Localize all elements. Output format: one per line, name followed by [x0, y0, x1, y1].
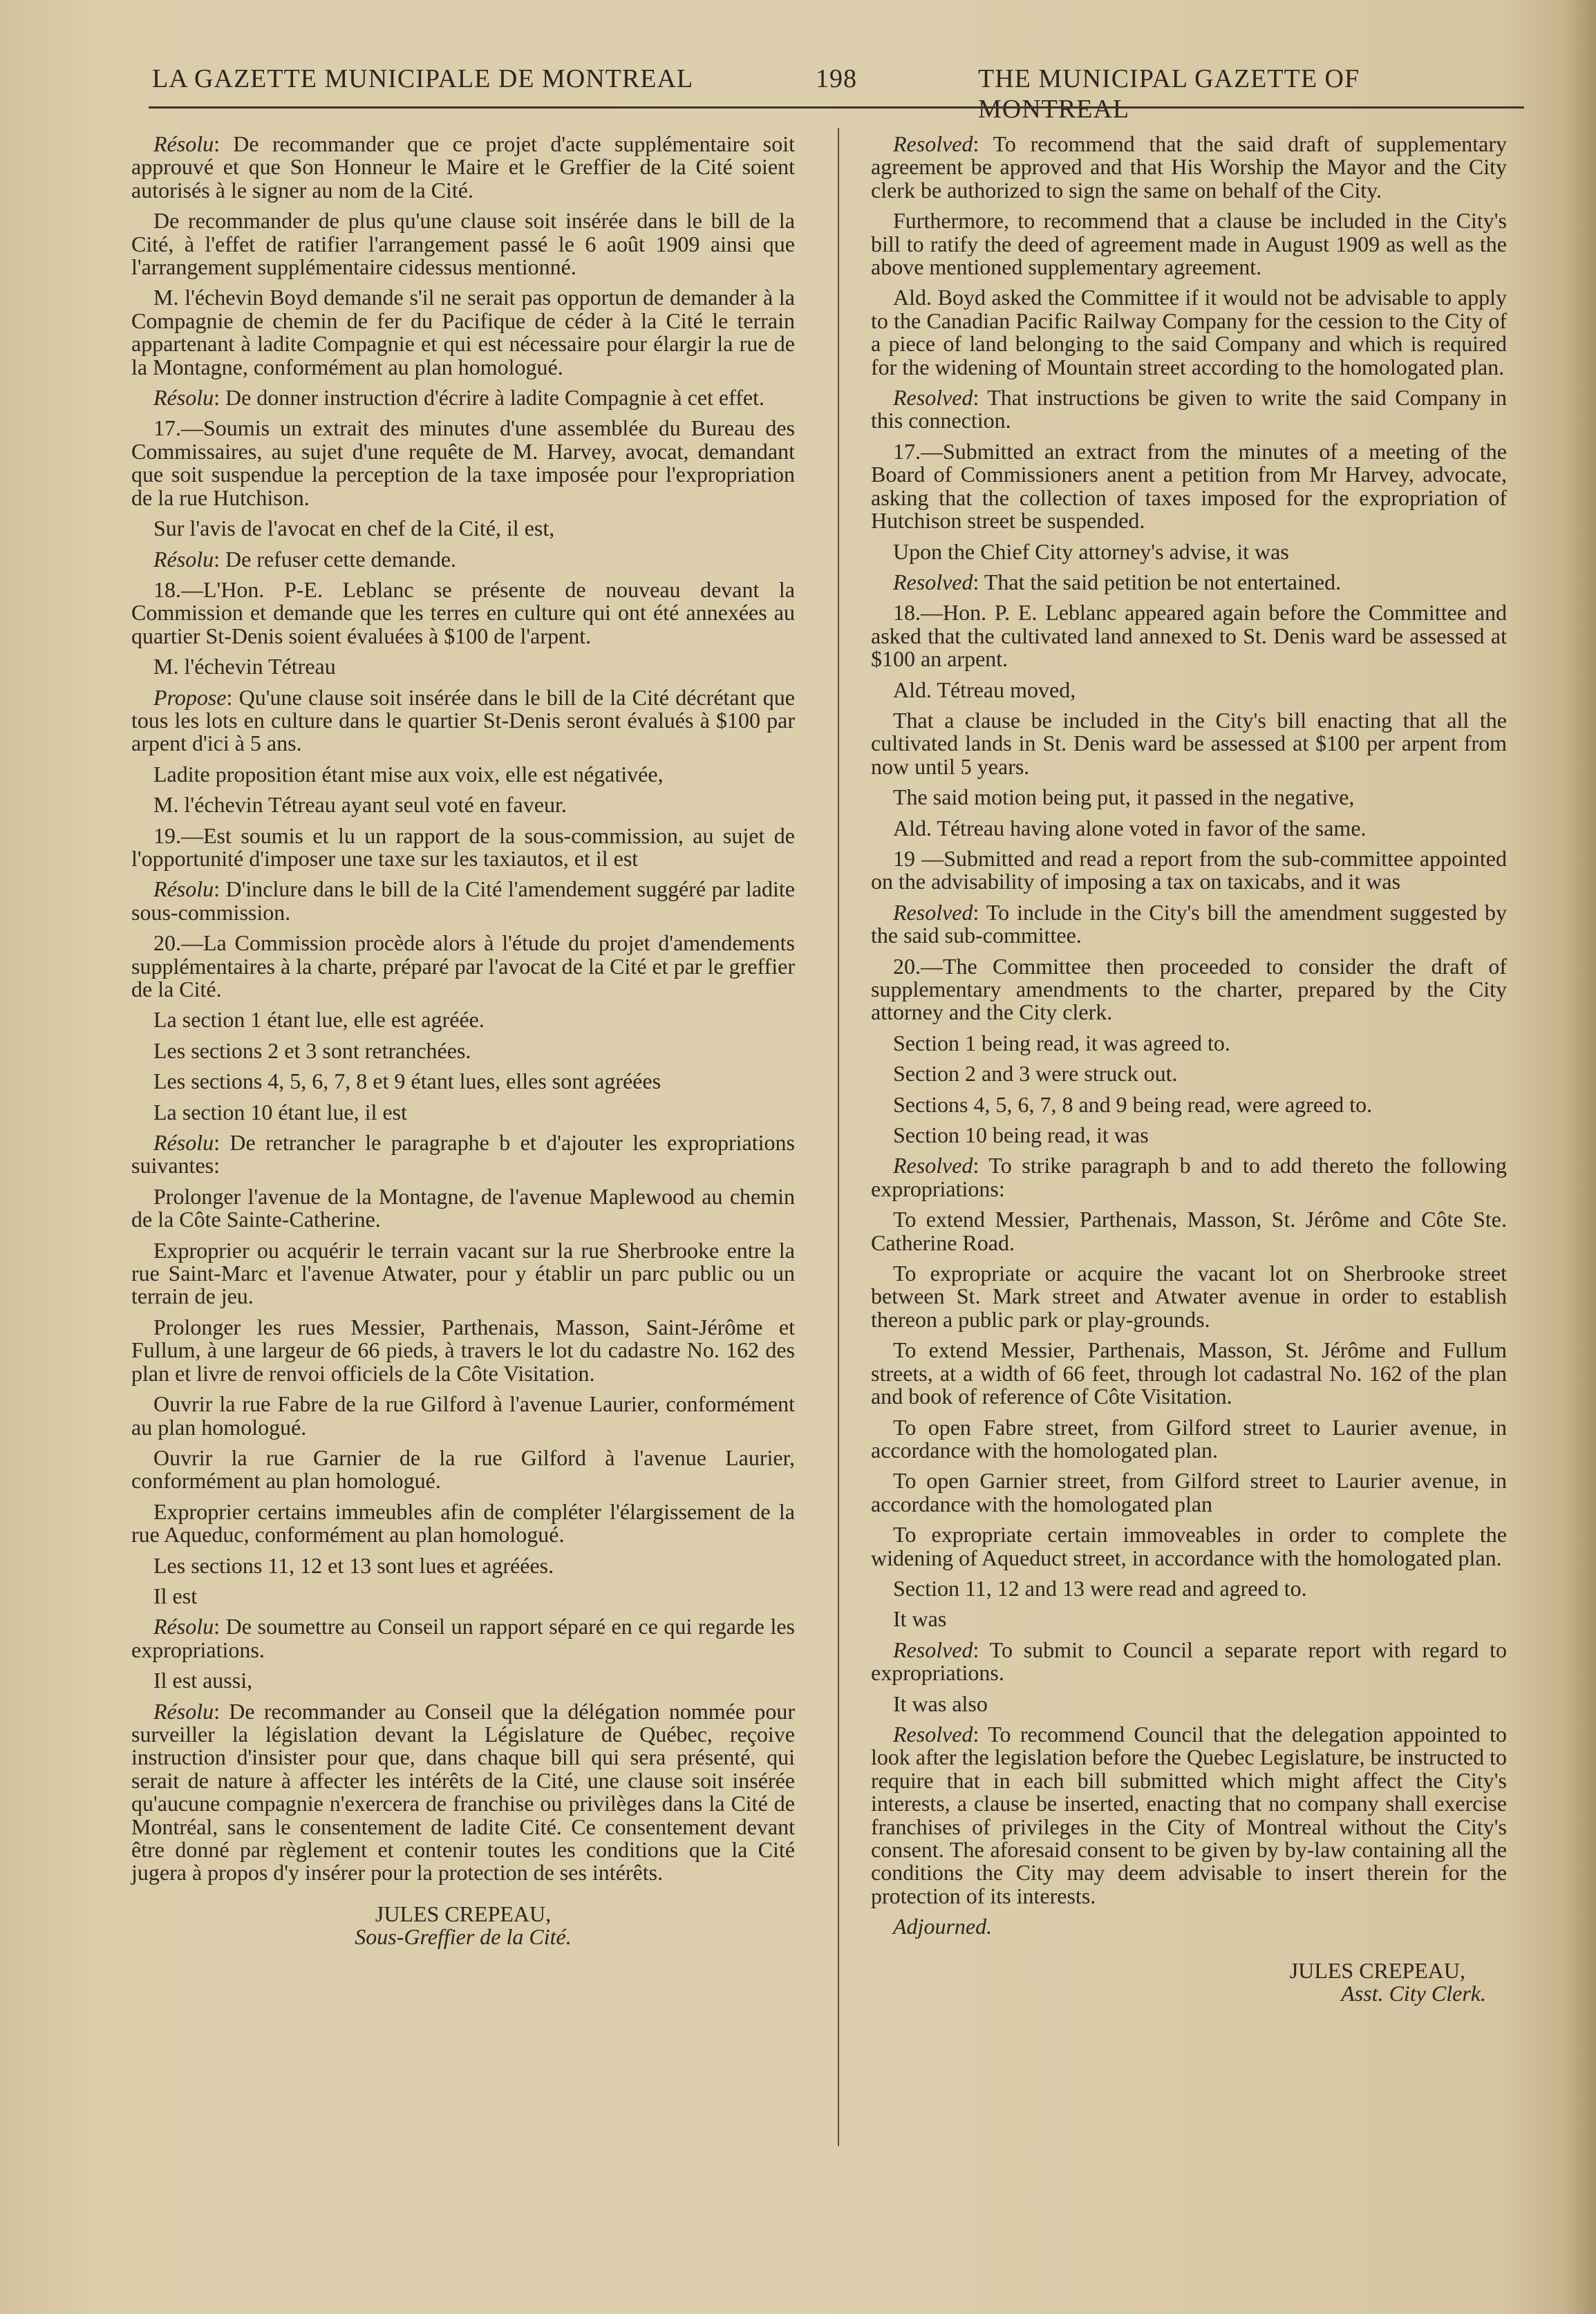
paragraph: Resolved: To recommend that the said draft of supplementary agreement be approved and that His Worship the Mayor and the City clerk be authorized to sign the same on behalf of the City.	[871, 131, 1507, 203]
paragraph: Resolved: To recommend Council that the delegation appointed to look after the legislation before the Quebec Legislature, be instructed to require that in each bill submitted which might affect the City's interests, a clause be inserted, enacting that no company shall exercise franchises of privileges in the City of Montreal without the City's consent. The aforesaid consent to be given by by-law containing all the conditions the City may deem advisable to insert therein for the protection of its interests.	[871, 1721, 1507, 1908]
paragraph: Adjourned.	[893, 1914, 993, 1939]
paragraph: M. l'échevin Tétreau ayant seul voté en faveur.	[153, 792, 567, 818]
paragraph: Resolved: That the said petition be not entertained.	[893, 569, 1342, 594]
header-french-title: LA GAZETTE MUNICIPALE DE MONTREAL	[152, 64, 694, 93]
signature-title: Sous-Greffier de la Cité.	[355, 1924, 572, 1950]
paragraph: Ald. Tétreau moved,	[893, 677, 1076, 702]
paragraph: Section 1 being read, it was agreed to.	[893, 1030, 1230, 1055]
paragraph: To extend Messier, Parthenais, Masson, St. Jérôme and Côte Ste. Catherine Road.	[871, 1207, 1507, 1255]
paragraph: Il est	[153, 1583, 198, 1608]
paragraph: 17.—Submitted an extract from the minutes of a meeting of the Board of Commissioners anent a petition from Mr Harvey, advocate, asking that the collection of taxes imposed for the expropriation of Hutchison street be suspended.	[871, 438, 1507, 534]
paragraph: It was also	[893, 1691, 988, 1716]
paragraph: Résolu: De retrancher le paragraphe b et d'ajouter les expropriations suivantes:	[131, 1130, 795, 1178]
paragraph: Exproprier certains immeubles afin de compléter l'élargissement de la rue Aqueduc, conformément au plan homologué.	[131, 1498, 795, 1548]
paragraph: 18.—Hon. P. E. Leblanc appeared again before the Committee and asked that the cultivated land annexed to St. Denis ward be assessed at $100 an arpent.	[871, 600, 1507, 672]
paragraph: M. l'échevin Boyd demande s'il ne serait pas opportun de demander à la Compagnie de chemin de fer du Pacifique de céder à la Cité le terrain appartenant à ladite Compagnie et qui est nécessaire pour élargir la rue de la Montagne, conformément au plan homologué.	[131, 285, 795, 379]
paragraph: 20.—La Commission procède alors à l'étude du projet d'amendements supplémentaires à la charte, préparé par l'avocat de la Cité et par le greffier de la Cité.	[131, 930, 795, 1001]
paragraph: Ouvrir la rue Fabre de la rue Gilford à l'avenue Laurier, conformément au plan homologué.	[131, 1391, 795, 1440]
paragraph: To open Fabre street, from Gilford street to Laurier avenue, in accordance with the homologated plan.	[871, 1414, 1507, 1462]
paragraph: That a clause be included in the City's bill enacting that all the cultivated lands in St. Denis ward be assessed at $100 per arpent from now until 5 years.	[871, 707, 1507, 779]
paragraph: De recommander de plus qu'une clause soit insérée dans le bill de la Cité, à l'effet de ratifier l'arrangement passé le 6 août 1909 ainsi que l'arrangement supplémentaire cidessus mentionné.	[131, 208, 795, 280]
paragraph: Prolonger les rues Messier, Parthenais, Masson, Saint-Jérôme et Fullum, à une largeur de 66 pieds, à travers le lot du cadastre No. 162 des plan et livre de renvoi officiels de la Côte Visitation.	[131, 1314, 795, 1386]
paragraph: Résolu: De refuser cette demande.	[153, 546, 457, 572]
paragraph: Résolu: D'inclure dans le bill de la Cité l'amendement suggéré par ladite sous-commission.	[131, 876, 795, 925]
paragraph: Furthermore, to recommend that a clause be included in the City's bill to ratify the deed of agreement made in August 1909 as well as the above mentioned supplementary agreement.	[871, 208, 1507, 280]
paragraph: Section 2 and 3 were struck out.	[893, 1061, 1178, 1087]
paragraph: Il est aussi,	[153, 1668, 253, 1693]
paragraph: Les sections 11, 12 et 13 sont lues et agréées.	[153, 1552, 554, 1578]
paragraph: Les sections 2 et 3 sont retranchées.	[153, 1037, 471, 1063]
paragraph: Résolu: De recommander au Conseil que la délégation nommée pour surveiller la législation devant la Législature de Québec, reçoive instruction d'insister pour que, dans chaque bill qui sera présenté, qui serait de nature à affecter les intérêts de la Cité, une clause soit insérée qu'aucune compagnie n'exercera de franchise ou privilèges dans la Cité de Montréal, sans le consentement de ladite Cité. Ce consentement devant être donné par règlement et contenir toutes les conditions que la Cité jugera à propos d'y insérer pour la protection de ses intérêts.	[131, 1698, 795, 1885]
paragraph: It was	[893, 1606, 947, 1632]
paragraph: Ouvrir la rue Garnier de la rue Gilford à l'avenue Laurier, conformément au plan homologué.	[131, 1445, 795, 1494]
english-column	[871, 133, 1507, 2005]
paragraph: To open Garnier street, from Gilford street to Laurier avenue, in accordance with the homologated plan	[871, 1468, 1507, 1516]
paragraph: Section 11, 12 and 13 were read and agreed to.	[893, 1575, 1307, 1601]
paragraph: Resolved: To submit to Council a separate report with regard to expropriations.	[871, 1637, 1507, 1686]
paragraph: Sections 4, 5, 6, 7, 8 and 9 being read, were agreed to.	[893, 1091, 1373, 1117]
column-divider	[838, 128, 839, 2146]
paragraph: Propose: Qu'une clause soit insérée dans le bill de la Cité décrétant que tous les lots en culture dans le quartier St-Denis seront évalués à $100 par arpent d'ici à 5 ans.	[131, 684, 795, 756]
signature-name: JULES CREPEAU,	[1289, 1957, 1465, 1983]
signature-title: Asst. City Clerk.	[1341, 1981, 1486, 2006]
paragraph: La section 1 étant lue, elle est agréée.	[153, 1007, 485, 1033]
paragraph: Exproprier ou acquérir le terrain vacant sur la rue Sherbrooke entre la rue Saint-Marc et l'avenue Atwater, pour y établir un parc public ou un terrain de jeu.	[131, 1237, 795, 1309]
paragraph: Section 10 being read, it was	[893, 1122, 1149, 1148]
paragraph: Resolved: That instructions be given to write the said Company in this connection.	[871, 385, 1507, 433]
paragraph: 20.—The Committee then proceeded to consider the draft of supplementary amendments to the charter, prepared by the City attorney and the City clerk.	[871, 953, 1507, 1025]
paragraph: 19 —Submitted and read a report from the sub-committee appointed on the advisability of imposing a tax on taxicabs, and it was	[871, 845, 1507, 894]
paragraph: Résolu: De donner instruction d'écrire à ladite Compagnie à cet effet.	[153, 385, 764, 411]
page-header	[138, 64, 1514, 124]
paragraph: Resolved: To include in the City's bill the amendment suggested by the said sub-committee.	[871, 899, 1507, 948]
paragraph: Upon the Chief City attorney's advise, it was	[893, 538, 1289, 564]
signature-name: JULES CREPEAU,	[375, 1901, 552, 1926]
header-rule	[149, 106, 1524, 109]
paragraph: To expropriate certain immoveables in order to complete the widening of Aqueduct street, in accordance with the homologated plan.	[871, 1522, 1507, 1570]
paragraph: 18.—L'Hon. P-E. Leblanc se présente de nouveau devant la Commission et demande que les terres en culture qui ont été annexées au quartier St-Denis soient évaluées à $100 de l'arpent.	[131, 576, 795, 648]
paragraph: Resolved: To strike paragraph b and to add thereto the following expropriations:	[871, 1153, 1507, 1201]
french-column	[131, 133, 795, 1949]
paragraph: To expropriate or acquire the vacant lot on Sherbrooke street between St. Mark street and Atwater avenue in order to establish thereon a public park or play-grounds.	[871, 1261, 1507, 1332]
paragraph: Ald. Boyd asked the Committee if it would not be advisable to apply to the Canadian Pacific Railway Company for the cession to the City of a piece of land belonging to the said Company and which is required for the widening of Mountain street according to the homologated plan.	[871, 285, 1507, 379]
page-number: 198	[816, 64, 857, 93]
header-english-title: THE MUNICIPAL GAZETTE OF MONTREAL	[978, 64, 1360, 124]
paragraph: Résolu: De recommander que ce projet d'acte supplémentaire soit approuvé et que Son Honneur le Maire et le Greffier de la Cité soient autorisés à le signer au nom de la Cité.	[131, 131, 795, 203]
paragraph: The said motion being put, it passed in the negative,	[893, 784, 1355, 810]
paragraph: Ladite proposition étant mise aux voix, elle est négativée,	[153, 761, 664, 787]
paragraph: M. l'échevin Tétreau	[153, 654, 336, 679]
paragraph: Sur l'avis de l'avocat en chef de la Cité, il est,	[153, 516, 555, 541]
paragraph: Prolonger l'avenue de la Montagne, de l'avenue Maplewood au chemin de la Côte Sainte-Catherine.	[131, 1183, 795, 1232]
paragraph: 19.—Est soumis et lu un rapport de la sous-commission, au sujet de l'opportunité d'imposer une taxe sur les taxiautos, et il est	[131, 822, 795, 871]
paragraph: To extend Messier, Parthenais, Masson, St. Jérôme and Fullum streets, at a width of 66 feet, through lot cadastral No. 162 of the plan and book of reference of Côte Visitation.	[871, 1337, 1507, 1409]
paragraph: 17.—Soumis un extrait des minutes d'une assemblée du Bureau des Commissaires, au sujet d'une requête de M. Harvey, avocat, demandant que soit suspendue la perception de la taxe imposée pour l'expropriation de la rue Hutchison.	[131, 415, 795, 510]
paragraph: Résolu: De soumettre au Conseil un rapport séparé en ce qui regarde les expropriations.	[131, 1614, 795, 1662]
paragraph: Ald. Tétreau having alone voted in favor of the same.	[893, 815, 1367, 840]
paragraph: La section 10 étant lue, il est	[153, 1099, 407, 1125]
paragraph: Les sections 4, 5, 6, 7, 8 et 9 étant lues, elles sont agréées	[153, 1069, 661, 1094]
